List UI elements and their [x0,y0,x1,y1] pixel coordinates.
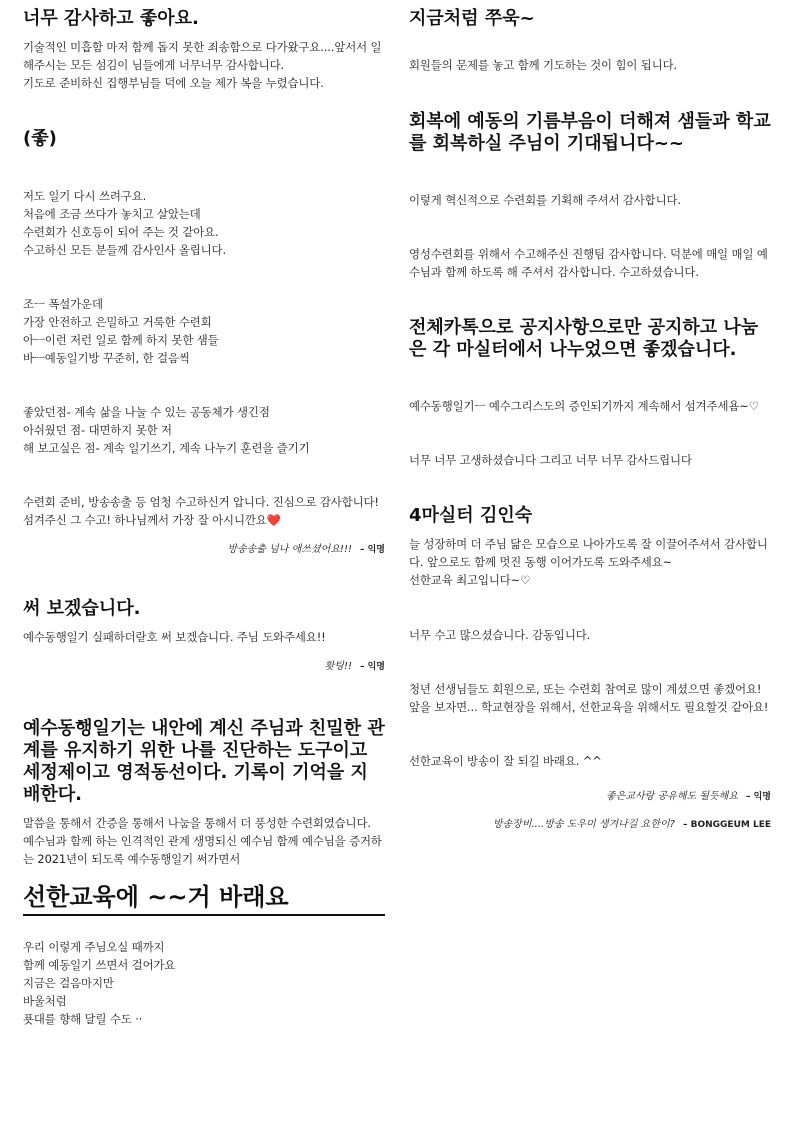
note-text: 저도 일기 다시 쓰려구요. 처음에 조금 쓰다가 놓치고 살았는데 수련회가 신호등이 되어 주는 것 같아요. 수고하신 모든 분들께 감사인사 올립니다. [23,189,226,257]
note-signature [23,660,385,674]
note-card [409,191,771,209]
note-title: (좋) [23,128,57,149]
note-text: 늘 성장하며 더 주님 닮은 모습으로 나아가도록 잘 이끌어주셔서 감사합니다. 앞으로도 함께 멋진 동행 이어가도록 도와주세요~ 선한교육 최고입니다~♡ [409,537,768,587]
signature-author: – 익명 [359,662,385,672]
signature-comment: 좋은교사랑 공유해도 될듯해요 [606,791,738,802]
note-title: 너무 감사하고 좋아요. [23,8,199,29]
note-card [23,718,385,868]
note-text: 청년 선생님들도 회원으로, 또는 수련회 참여로 많이 계셨으면 좋겠어요! 앞을 보자면... 학교현장을 위해서, 선한교육을 위해서도 필요할것 같아요! [409,682,769,714]
note-card [409,8,771,74]
heart-icon: ❤️ [266,513,281,527]
note-text-body: 수련회 준비, 방송송출 등 엄청 수고하신거 압니다. 진심으로 감사합니다! 섬겨주신 그 수고! 하나님께서 가장 잘 아시니깐요 [23,495,379,527]
note-text [23,493,385,529]
signature-author: – 익명 [359,545,385,555]
note-title: 써 보겠습니다. [23,598,141,619]
note-title: 4마실터 김인숙 [409,505,533,526]
note-card [23,8,385,92]
note-card [409,752,771,832]
note-text: 회원들의 문제를 놓고 함께 기도하는 것이 힘이 됩니다. [409,58,678,72]
note-card [23,598,385,674]
note-card [409,505,771,589]
note-card [23,403,385,457]
note-card [23,882,385,1028]
note-card [409,626,771,644]
note-signature [409,818,771,832]
note-title: 회복에 예동의 기름부음이 더해져 샘들과 학교를 회복하실 주님이 기대됩니다~~ [409,111,771,154]
note-text: 좋았던점- 계속 삶을 나눌 수 있는 공동체가 생긴점 아쉬웠던 점- 대면하지 못한 저 해 보고싶은 점- 계속 일기쓰기, 계속 나누기 훈련을 즐기기 [23,405,310,455]
note-text: 기술적인 미흡함 마저 함께 돕지 못한 죄송함으로 다가왔구요....앞서서 일 해주시는 모든 섬김이 님들에게 너무너무 감사합니다. 기도로 준비하신 집행부님들 덕에 오늘 제가 복을 누렸습니다. [23,40,382,90]
note-text: 이렇게 혁신적으로 수련회를 기획해 주셔서 감사합니다. [409,193,681,207]
note-card [409,451,771,469]
note-signature [23,543,385,557]
note-card [23,128,385,150]
signature-comment: 방송장비....방송 도우미 생겨나길 요한이? [492,819,675,830]
note-title: 예수동행일기는 내안에 계신 주님과 친밀한 관계를 유지하기 위한 나를 진단하는 도구이고 세정제이고 영적동선이다. 기록이 기억을 지배한다. [23,718,385,805]
note-text: 말씀을 통해서 간증을 통해서 나눔을 통해서 더 풍성한 수련회였습니다. 예수님과 함께 하는 인격적인 관계 생명되신 예수님 함께 예수님을 증거하는 2021년이 되도록 예수동행일기 써가면서 [23,816,382,866]
note-text: 조ㅡ 폭설가운데 가장 안전하고 은밀하고 거룩한 수련회 아ㅡ이런 저런 일로 함께 하지 못한 샘들 바ㅡ예동일기방 꾸준히, 한 걸음씩 [23,297,219,365]
note-text: 예수동행일기 실패하더랃호 써 보겠습니다. 주님 도와주세요!! [23,630,326,644]
signature-author: – BONGGEUM LEE [682,820,771,830]
note-card [409,111,771,155]
note-card [409,245,771,281]
signature-author: – 익명 [745,792,771,802]
signature-comment: 홧팅!! [324,661,352,672]
note-text: 선한교육이 방송이 잘 되길 바래요. ^^ [409,754,602,768]
note-signature [409,790,771,804]
note-card [23,187,385,259]
note-text: 예수동행일기ㅡ 예수그리스도의 증인되기까지 계속해서 섬겨주세욤~♡ [409,399,759,413]
note-card [409,680,771,716]
note-title: 전체카톡으로 공지사항으로만 공지하고 나눔은 각 마실터에서 나누었으면 좋겠습니다. [409,317,759,360]
note-card [23,493,385,557]
note-title: 선한교육에 ~~거 바래요 [23,882,385,916]
note-card [409,317,771,361]
note-text: 우리 이렇게 주님오실 때까지 함께 예동일기 쓰면서 걸어가요 지금은 걸음마지만 바울처럼 푯대를 향해 달릴 수도 ·· [23,940,176,1026]
note-card [23,295,385,367]
note-text: 영성수련회를 위해서 수고해주신 진행팀 감사합니다. 덕분에 매일 매일 예수님과 함께 하도록 해 주셔서 감사합니다. 수고하셨습니다. [409,247,768,279]
note-card [409,397,771,415]
note-text: 너무 너무 고생하셨습니다 그리고 너무 너무 감사드립니다 [409,453,692,467]
note-title: 지금처럼 쭈욱~ [409,8,535,29]
note-text: 너무 수고 많으셨습니다. 감동입니다. [409,628,591,642]
signature-comment: 방송송출 넘나 애쓰셨어요!!! [227,544,352,555]
